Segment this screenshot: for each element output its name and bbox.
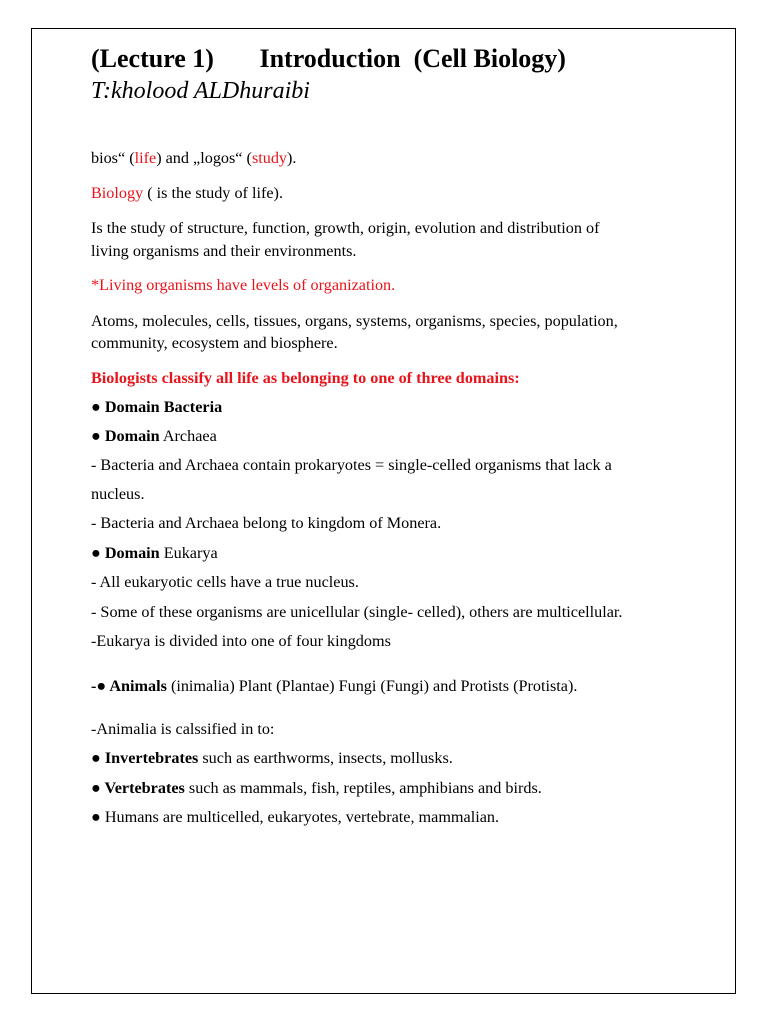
levels-heading: *Living organisms have levels of organization. bbox=[91, 276, 396, 294]
page-title: (Lecture 1) Introduction (Cell Biology) bbox=[91, 44, 566, 73]
domain-eukarya-label: ● Domain bbox=[91, 544, 160, 562]
biology-definition bbox=[91, 182, 283, 205]
vertebrates-examples: such as mammals, fish, reptiles, amphibians and birds. bbox=[184, 779, 542, 797]
humans-line: ● Humans are multicelled, eukaryotes, vertebrate, mammalian. bbox=[91, 808, 500, 826]
domain-eukarya bbox=[91, 542, 218, 565]
etymology-part-3: ). bbox=[287, 149, 297, 167]
domains-heading: Biologists classify all life as belonging to one of three domains: bbox=[91, 369, 520, 387]
etymology-part-1: bios“ ( bbox=[91, 149, 135, 167]
invertebrates-examples: such as earthworms, insects, mollusks. bbox=[198, 749, 453, 767]
domain-bacteria: ● Domain Bacteria bbox=[91, 398, 223, 416]
kingdoms-list: (inimalia) Plant (Plantae) Fungi (Fungi) and Protists (Protista). bbox=[166, 677, 578, 695]
levels-list-line-2: community, ecosystem and biosphere. bbox=[91, 334, 338, 352]
animalia-line: -Animalia is calssified in to: bbox=[91, 720, 275, 738]
prokaryotes-line-2: nucleus. bbox=[91, 485, 145, 503]
domain-archaea-name: Archaea bbox=[159, 427, 217, 445]
prokaryotes-line-1: - Bacteria and Archaea contain prokaryotes = single-celled organisms that lack a bbox=[91, 456, 612, 474]
study-description-line-2: living organisms and their environments. bbox=[91, 242, 357, 260]
study-description-line-1: Is the study of structure, function, growth, origin, evolution and distribution of bbox=[91, 219, 600, 237]
etymology-part-2: ) and „logos“ ( bbox=[156, 149, 252, 167]
domain-eukarya-name: Eukarya bbox=[159, 544, 218, 562]
unicellular-line: - Some of these organisms are unicellular (single- celled), others are multicellular. bbox=[91, 603, 623, 621]
page-border bbox=[31, 28, 736, 994]
vertebrates-label: ● Vertebrates bbox=[91, 779, 185, 797]
domain-archaea-label: ● Domain bbox=[91, 427, 160, 445]
etymology-life: life bbox=[134, 149, 157, 167]
etymology-study: study bbox=[251, 149, 288, 167]
four-kingdoms-line: -Eukarya is divided into one of four kingdoms bbox=[91, 632, 391, 650]
kingdoms-line bbox=[91, 675, 577, 698]
etymology-line bbox=[91, 147, 296, 170]
invertebrates-line bbox=[91, 747, 453, 770]
biology-definition-text: ( is the study of life). bbox=[143, 184, 283, 202]
levels-list-line-1: Atoms, molecules, cells, tissues, organs, systems, organisms, species, population, bbox=[91, 312, 618, 330]
invertebrates-label: ● Invertebrates bbox=[91, 749, 199, 767]
vertebrates-line bbox=[91, 777, 542, 800]
domain-archaea bbox=[91, 425, 217, 448]
eukaryotic-line: - All eukaryotic cells have a true nucleus. bbox=[91, 573, 359, 591]
monera-line: - Bacteria and Archaea belong to kingdom of Monera. bbox=[91, 514, 442, 532]
kingdoms-animals-label: -● Animals bbox=[91, 677, 167, 695]
biology-term: Biology bbox=[91, 184, 144, 202]
author-name: T:kholood ALDhuraibi bbox=[91, 78, 310, 104]
